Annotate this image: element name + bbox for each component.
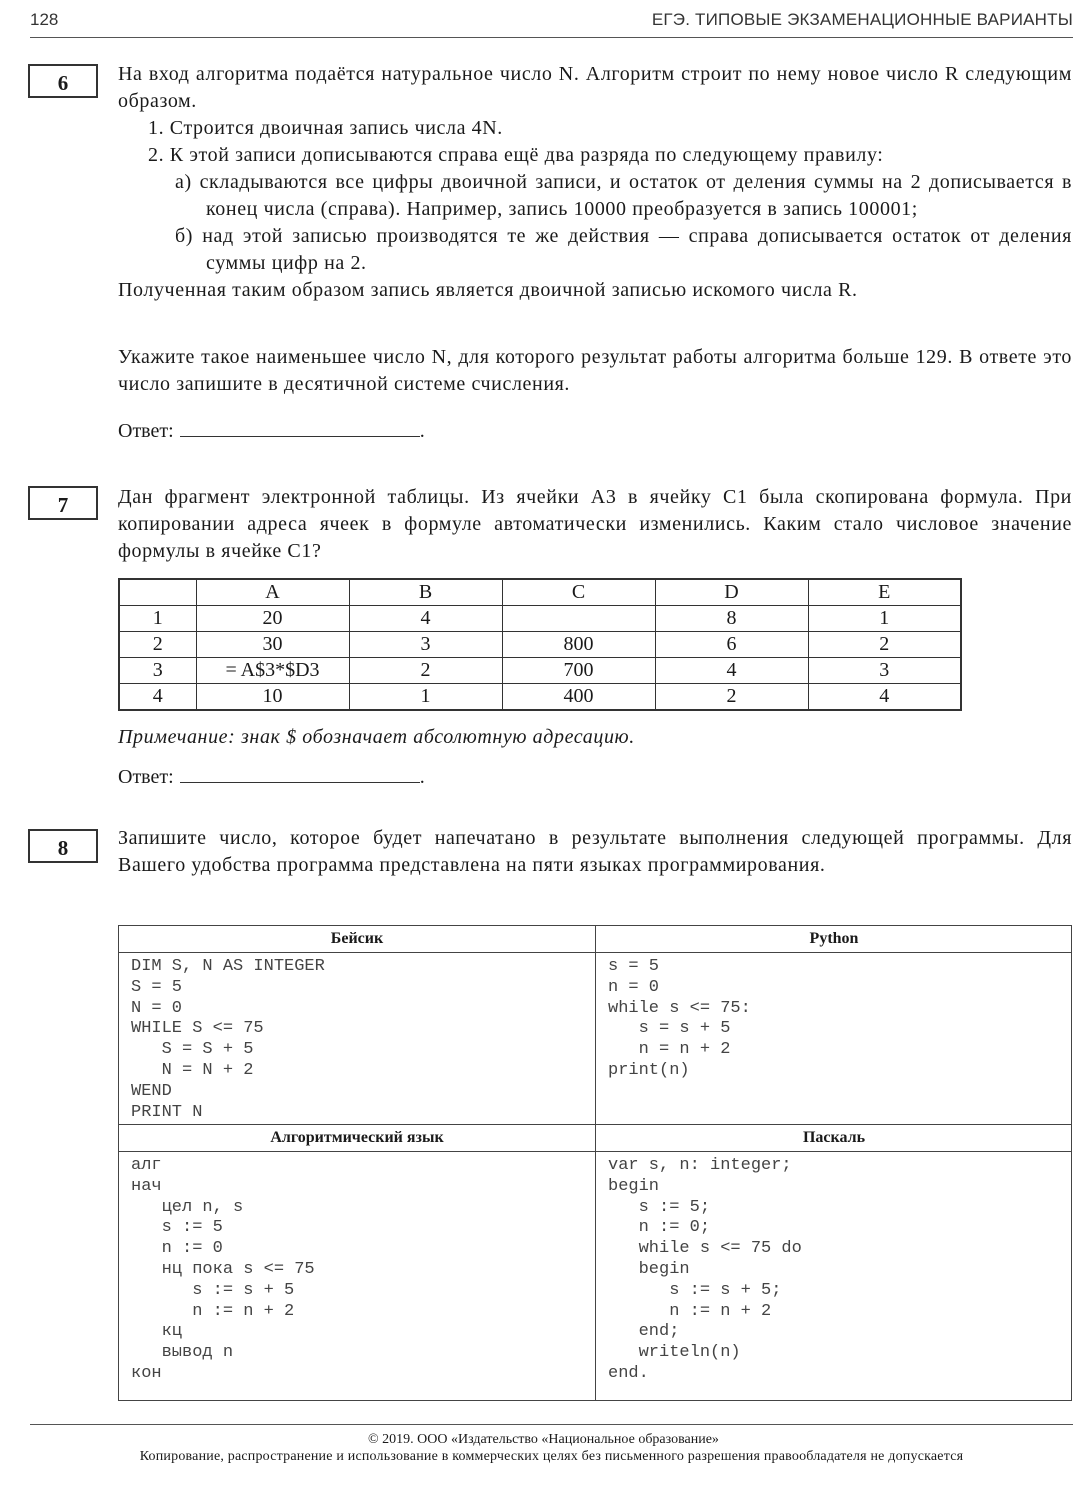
- table-cell: 2: [655, 684, 808, 711]
- answer-field[interactable]: [180, 416, 420, 437]
- table-cell: 1: [349, 684, 502, 711]
- spreadsheet-fragment: [118, 578, 962, 711]
- table-cell: 1: [808, 606, 961, 632]
- column-header: [119, 579, 196, 606]
- python-listing: [596, 926, 1072, 1082]
- task7-note: Примечание: знак $ обозначает абсолютную адресацию.: [118, 726, 635, 748]
- column-header: C: [502, 579, 655, 606]
- code-block: алг нач цел n, s s := 5 n := 0 нц пока s <= 75 s := s + 5 n := n + 2 кц вывод n кон: [131, 1156, 315, 1383]
- table-row: [119, 632, 961, 658]
- page-header: [30, 8, 1073, 34]
- task6-step2: 2. К этой записи дописываются справа ещё два разряда по следующему правилу:: [148, 144, 884, 166]
- table-cell: 4: [655, 658, 808, 684]
- footer-copyright: © 2019. ООО «Издательство «Национальное образование»: [368, 1432, 719, 1447]
- table-cell: 400: [502, 684, 655, 711]
- answer-label: Ответ:: [118, 420, 174, 442]
- running-title: ЕГЭ. ТИПОВЫЕ ЭКЗАМЕНАЦИОННЫЕ ВАРИАНТЫ: [651, 10, 1073, 29]
- table-cell: 800: [502, 632, 655, 658]
- task7-answer: Ответ: .: [118, 762, 425, 789]
- header-divider: [30, 37, 1073, 38]
- table-row: [119, 684, 961, 711]
- table-row: [119, 606, 961, 632]
- row-header: 1: [119, 606, 196, 632]
- table-cell: 6: [655, 632, 808, 658]
- task6-step2b: б) над этой записью производятся те же действия — справа дописывается остаток от деления суммы цифр на 2.: [175, 225, 1072, 274]
- table-cell: 2: [349, 658, 502, 684]
- column-header: E: [808, 579, 961, 606]
- page-number: 128: [30, 10, 59, 29]
- listing-title: Алгоритмический язык: [119, 1125, 595, 1152]
- table-cell: 4: [349, 606, 502, 632]
- listing-title: Бейсик: [119, 926, 595, 953]
- table-header-row: [119, 579, 961, 606]
- algorithmic-listing: [119, 1125, 595, 1385]
- code-block: s = 5 n = 0 while s <= 75: s = s + 5 n = n + 2 print(n): [608, 957, 751, 1080]
- row-header: 2: [119, 632, 196, 658]
- table-cell: 30: [196, 632, 349, 658]
- program-listings-table: [118, 925, 1072, 1401]
- table-cell: 4: [808, 684, 961, 711]
- answer-label: Ответ:: [118, 766, 174, 788]
- pascal-listing: [596, 1125, 1072, 1385]
- task6-step2a: а) складываются все цифры двоичной записи, и остаток от деления суммы на 2 дописывается в конец числа (справа). Например, запись 10000 преобразуется в запись 100001;: [175, 171, 1072, 220]
- task-number-6: 6: [28, 64, 98, 98]
- listing-title: Паскаль: [596, 1125, 1072, 1152]
- table-cell: 3: [349, 632, 502, 658]
- task6-steps: [118, 115, 1072, 304]
- table-cell: 20: [196, 606, 349, 632]
- table-cell: = A$3*$D3: [196, 658, 349, 684]
- table-cell: 3: [808, 658, 961, 684]
- task6-intro: [118, 61, 1072, 115]
- basic-listing: [119, 926, 595, 1123]
- table-cell: 700: [502, 658, 655, 684]
- task-number-7: 7: [28, 486, 98, 520]
- task6-answer: Ответ: .: [118, 416, 425, 443]
- table-cell: [502, 606, 655, 632]
- code-block: DIM S, N AS INTEGER S = 5 N = 0 WHILE S <= 75 S = S + 5 N = N + 2 WEND PRINT N: [131, 957, 325, 1122]
- task8-text: Запишите число, которое будет напечатано в результате выполнения следующей программы. Для Вашего удобства программа представлена на пяти языках программирования.: [118, 827, 1072, 876]
- footer-notice: Копирование, распространение и использование в коммерческих целях без письменного разрешения правообладателя не допускается: [139, 1449, 964, 1464]
- answer-field[interactable]: [180, 762, 420, 783]
- task6-intro-text: На вход алгоритма подаётся натуральное число N. Алгоритм строит по нему новое число R следующим образом.: [118, 63, 1072, 112]
- listing-title: Python: [596, 926, 1072, 953]
- task6-step1: 1. Строится двоичная запись числа 4N.: [148, 117, 503, 139]
- column-header: A: [196, 579, 349, 606]
- task7-text: Дан фрагмент электронной таблицы. Из ячейки A3 в ячейку C1 была скопирована формула. При копировании адреса ячеек в формуле автоматически изменились. Каким стало числовое значение формулы в ячейке C1?: [118, 486, 1072, 562]
- task6-question: Укажите такое наименьшее число N, для которого результат работы алгоритма больше 129. В ответе это число запишите в десятичной системе счисления.: [118, 346, 1072, 395]
- table-cell: 10: [196, 684, 349, 711]
- table-cell: 2: [808, 632, 961, 658]
- footer-divider: [30, 1424, 1073, 1425]
- task-number-8: 8: [28, 829, 98, 863]
- table-row: [119, 658, 961, 684]
- column-header: D: [655, 579, 808, 606]
- row-header: 3: [119, 658, 196, 684]
- table-cell: 8: [655, 606, 808, 632]
- task6-result: Полученная таким образом запись является двоичной записью искомого числа R.: [118, 279, 858, 301]
- row-header: 4: [119, 684, 196, 711]
- code-block: var s, n: integer; begin s := 5; n := 0; while s <= 75 do begin s := s + 5; n := n + 2 end; writeln(n) end.: [608, 1156, 802, 1383]
- column-header: B: [349, 579, 502, 606]
